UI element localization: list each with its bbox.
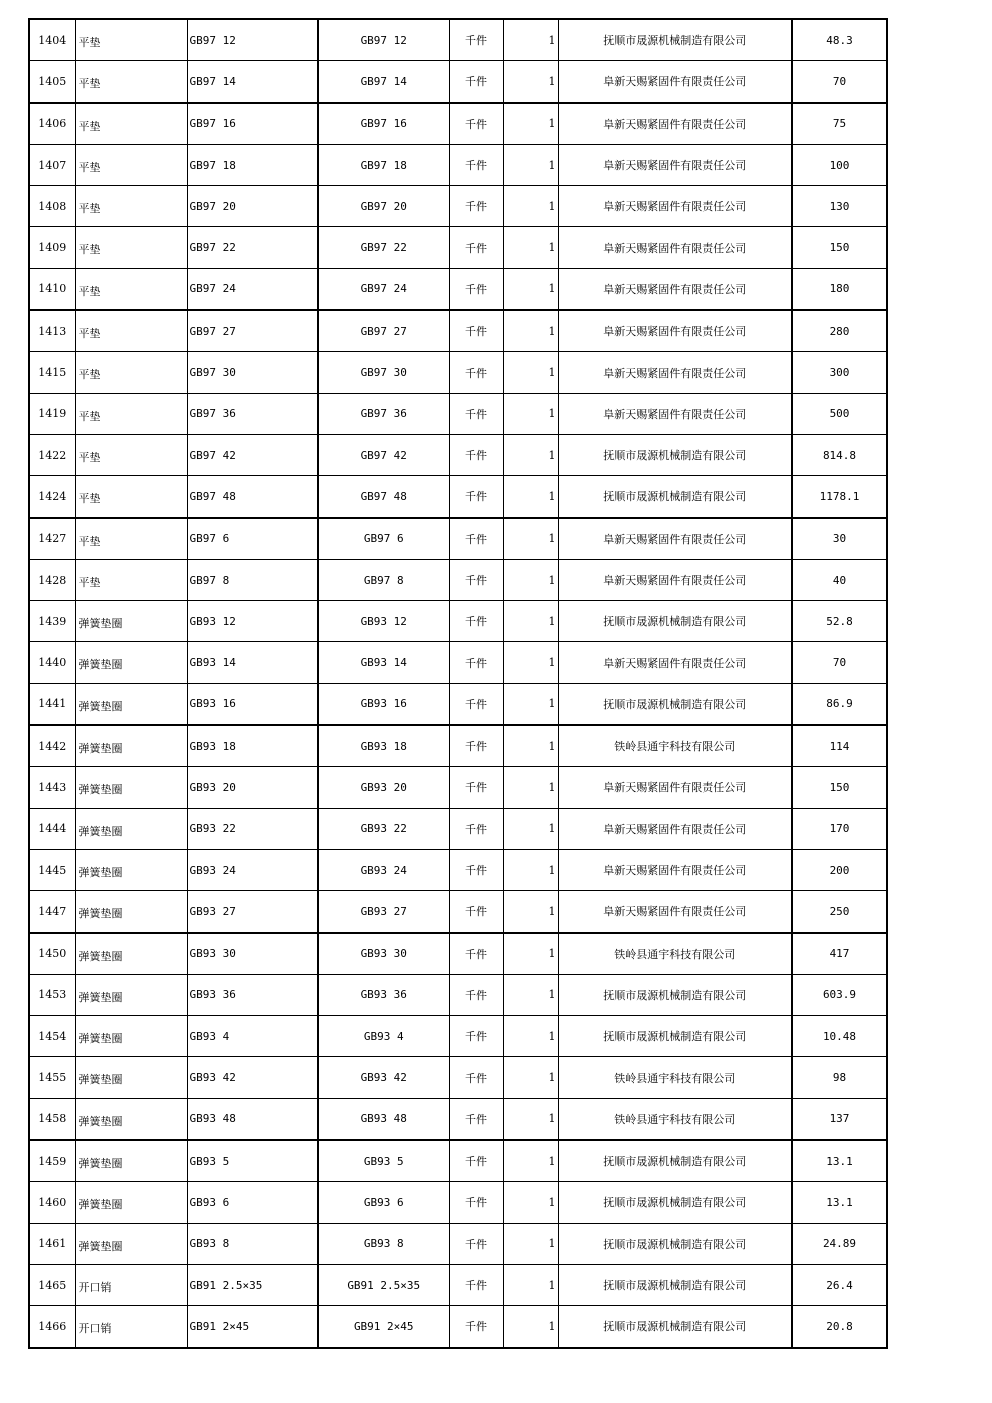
supplier-cell: 抚顺市晟源机械制造有限公司 <box>558 1182 792 1223</box>
quantity-cell: 1 <box>503 849 558 890</box>
table-row <box>29 1140 887 1182</box>
unit-cell: 千件 <box>449 144 503 185</box>
model-cell: GB93 12 <box>318 601 449 642</box>
spec-cell: GB93 18 <box>187 725 318 767</box>
supplier-cell: 抚顺市晟源机械制造有限公司 <box>558 1264 792 1305</box>
price-cell: 300 <box>792 352 887 393</box>
table-row <box>29 974 887 1015</box>
model-cell: GB97 16 <box>318 103 449 145</box>
unit-cell: 千件 <box>449 974 503 1015</box>
table-row <box>29 476 887 518</box>
supplier-cell: 抚顺市晟源机械制造有限公司 <box>558 1140 792 1182</box>
row-id-cell: 1410 <box>29 268 75 310</box>
spec-cell: GB97 14 <box>187 61 318 103</box>
row-id-cell: 1441 <box>29 683 75 725</box>
item-name-cell: 平垫 <box>75 227 187 268</box>
supplier-cell: 阜新天赐紧固件有限责任公司 <box>558 891 792 933</box>
table-row <box>29 144 887 185</box>
model-cell: GB97 14 <box>318 61 449 103</box>
quantity-cell: 1 <box>503 891 558 933</box>
quantity-cell: 1 <box>503 725 558 767</box>
table-row <box>29 1306 887 1348</box>
row-id-cell: 1419 <box>29 393 75 434</box>
spec-cell: GB91 2.5×35 <box>187 1264 318 1305</box>
supplier-cell: 阜新天赐紧固件有限责任公司 <box>558 642 792 683</box>
spec-cell: GB93 42 <box>187 1057 318 1098</box>
table-row <box>29 310 887 352</box>
quantity-cell: 1 <box>503 1223 558 1264</box>
unit-cell: 千件 <box>449 1016 503 1057</box>
table-row <box>29 725 887 767</box>
quantity-cell: 1 <box>503 103 558 145</box>
item-name-cell: 弹簧垫圈 <box>75 1057 187 1098</box>
table-row <box>29 1223 887 1264</box>
price-cell: 26.4 <box>792 1264 887 1305</box>
quantity-cell: 1 <box>503 767 558 808</box>
unit-cell: 千件 <box>449 310 503 352</box>
unit-cell: 千件 <box>449 1264 503 1305</box>
item-name-cell: 弹簧垫圈 <box>75 849 187 890</box>
item-name-cell: 弹簧垫圈 <box>75 642 187 683</box>
row-id-cell: 1427 <box>29 518 75 560</box>
row-id-cell: 1409 <box>29 227 75 268</box>
price-cell: 180 <box>792 268 887 310</box>
spec-cell: GB97 27 <box>187 310 318 352</box>
price-cell: 1178.1 <box>792 476 887 518</box>
price-cell: 114 <box>792 725 887 767</box>
model-cell: GB97 48 <box>318 476 449 518</box>
unit-cell: 千件 <box>449 767 503 808</box>
price-cell: 150 <box>792 767 887 808</box>
model-cell: GB93 5 <box>318 1140 449 1182</box>
supplier-cell: 阜新天赐紧固件有限责任公司 <box>558 268 792 310</box>
table-row <box>29 434 887 475</box>
item-name-cell: 平垫 <box>75 559 187 600</box>
spec-cell: GB93 5 <box>187 1140 318 1182</box>
model-cell: GB91 2.5×35 <box>318 1264 449 1305</box>
price-cell: 603.9 <box>792 974 887 1015</box>
model-cell: GB93 6 <box>318 1182 449 1223</box>
row-id-cell: 1443 <box>29 767 75 808</box>
table-row <box>29 642 887 683</box>
item-name-cell: 平垫 <box>75 186 187 227</box>
quantity-cell: 1 <box>503 393 558 434</box>
item-name-cell: 弹簧垫圈 <box>75 1098 187 1140</box>
unit-cell: 千件 <box>449 642 503 683</box>
table-row <box>29 186 887 227</box>
price-cell: 20.8 <box>792 1306 887 1348</box>
supplier-cell: 阜新天赐紧固件有限责任公司 <box>558 559 792 600</box>
supplier-cell: 抚顺市晟源机械制造有限公司 <box>558 1223 792 1264</box>
price-cell: 250 <box>792 891 887 933</box>
row-id-cell: 1439 <box>29 601 75 642</box>
quantity-cell: 1 <box>503 61 558 103</box>
table-row <box>29 61 887 103</box>
spec-cell: GB97 18 <box>187 144 318 185</box>
unit-cell: 千件 <box>449 1057 503 1098</box>
supplier-cell: 抚顺市晟源机械制造有限公司 <box>558 683 792 725</box>
item-name-cell: 平垫 <box>75 352 187 393</box>
supplier-cell: 铁岭县通宇科技有限公司 <box>558 1057 792 1098</box>
supplier-cell: 阜新天赐紧固件有限责任公司 <box>558 352 792 393</box>
model-cell: GB97 20 <box>318 186 449 227</box>
row-id-cell: 1466 <box>29 1306 75 1348</box>
spec-cell: GB93 6 <box>187 1182 318 1223</box>
item-name-cell: 开口销 <box>75 1264 187 1305</box>
quantity-cell: 1 <box>503 1264 558 1305</box>
price-cell: 814.8 <box>792 434 887 475</box>
quantity-cell: 1 <box>503 518 558 560</box>
price-cell: 13.1 <box>792 1182 887 1223</box>
spec-cell: GB93 36 <box>187 974 318 1015</box>
quantity-cell: 1 <box>503 19 558 61</box>
supplier-cell: 阜新天赐紧固件有限责任公司 <box>558 144 792 185</box>
row-id-cell: 1422 <box>29 434 75 475</box>
item-name-cell: 平垫 <box>75 476 187 518</box>
unit-cell: 千件 <box>449 1223 503 1264</box>
table-row <box>29 19 887 61</box>
unit-cell: 千件 <box>449 891 503 933</box>
table-row <box>29 352 887 393</box>
row-id-cell: 1440 <box>29 642 75 683</box>
price-cell: 70 <box>792 61 887 103</box>
model-cell: GB97 42 <box>318 434 449 475</box>
row-id-cell: 1458 <box>29 1098 75 1140</box>
price-cell: 170 <box>792 808 887 849</box>
unit-cell: 千件 <box>449 434 503 475</box>
table-row <box>29 268 887 310</box>
supplier-cell: 铁岭县通宇科技有限公司 <box>558 1098 792 1140</box>
spec-cell: GB93 12 <box>187 601 318 642</box>
unit-cell: 千件 <box>449 1098 503 1140</box>
table-row <box>29 518 887 560</box>
spec-cell: GB97 42 <box>187 434 318 475</box>
model-cell: GB93 14 <box>318 642 449 683</box>
supplier-cell: 抚顺市晟源机械制造有限公司 <box>558 601 792 642</box>
model-cell: GB97 30 <box>318 352 449 393</box>
item-name-cell: 平垫 <box>75 103 187 145</box>
row-id-cell: 1406 <box>29 103 75 145</box>
price-cell: 10.48 <box>792 1016 887 1057</box>
quantity-cell: 1 <box>503 1140 558 1182</box>
quantity-cell: 1 <box>503 144 558 185</box>
quantity-cell: 1 <box>503 642 558 683</box>
row-id-cell: 1455 <box>29 1057 75 1098</box>
model-cell: GB93 16 <box>318 683 449 725</box>
item-name-cell: 弹簧垫圈 <box>75 974 187 1015</box>
supplier-cell: 抚顺市晟源机械制造有限公司 <box>558 434 792 475</box>
table-row <box>29 559 887 600</box>
supplier-cell: 阜新天赐紧固件有限责任公司 <box>558 186 792 227</box>
price-cell: 130 <box>792 186 887 227</box>
price-cell: 30 <box>792 518 887 560</box>
spec-cell: GB93 30 <box>187 933 318 975</box>
row-id-cell: 1407 <box>29 144 75 185</box>
unit-cell: 千件 <box>449 268 503 310</box>
price-cell: 280 <box>792 310 887 352</box>
item-name-cell: 弹簧垫圈 <box>75 683 187 725</box>
model-cell: GB97 27 <box>318 310 449 352</box>
quantity-cell: 1 <box>503 601 558 642</box>
unit-cell: 千件 <box>449 849 503 890</box>
row-id-cell: 1413 <box>29 310 75 352</box>
item-name-cell: 弹簧垫圈 <box>75 1182 187 1223</box>
row-id-cell: 1454 <box>29 1016 75 1057</box>
spec-cell: GB97 8 <box>187 559 318 600</box>
model-cell: GB97 24 <box>318 268 449 310</box>
model-cell: GB97 18 <box>318 144 449 185</box>
price-cell: 417 <box>792 933 887 975</box>
unit-cell: 千件 <box>449 61 503 103</box>
item-name-cell: 弹簧垫圈 <box>75 933 187 975</box>
item-name-cell: 平垫 <box>75 268 187 310</box>
price-cell: 98 <box>792 1057 887 1098</box>
item-name-cell: 平垫 <box>75 144 187 185</box>
quantity-cell: 1 <box>503 476 558 518</box>
supplier-cell: 抚顺市晟源机械制造有限公司 <box>558 1306 792 1348</box>
supplier-cell: 阜新天赐紧固件有限责任公司 <box>558 393 792 434</box>
row-id-cell: 1408 <box>29 186 75 227</box>
model-cell: GB93 42 <box>318 1057 449 1098</box>
item-name-cell: 弹簧垫圈 <box>75 808 187 849</box>
supplier-cell: 阜新天赐紧固件有限责任公司 <box>558 227 792 268</box>
unit-cell: 千件 <box>449 1306 503 1348</box>
table-row <box>29 891 887 933</box>
price-cell: 200 <box>792 849 887 890</box>
row-id-cell: 1428 <box>29 559 75 600</box>
unit-cell: 千件 <box>449 186 503 227</box>
item-name-cell: 弹簧垫圈 <box>75 1016 187 1057</box>
unit-cell: 千件 <box>449 476 503 518</box>
unit-cell: 千件 <box>449 1140 503 1182</box>
spec-cell: GB91 2×45 <box>187 1306 318 1348</box>
row-id-cell: 1459 <box>29 1140 75 1182</box>
unit-cell: 千件 <box>449 393 503 434</box>
price-cell: 137 <box>792 1098 887 1140</box>
supplier-cell: 抚顺市晟源机械制造有限公司 <box>558 19 792 61</box>
price-cell: 24.89 <box>792 1223 887 1264</box>
price-cell: 86.9 <box>792 683 887 725</box>
row-id-cell: 1460 <box>29 1182 75 1223</box>
model-cell: GB93 27 <box>318 891 449 933</box>
spec-cell: GB97 16 <box>187 103 318 145</box>
table-row <box>29 767 887 808</box>
quantity-cell: 1 <box>503 434 558 475</box>
spec-cell: GB93 4 <box>187 1016 318 1057</box>
spec-cell: GB97 20 <box>187 186 318 227</box>
spec-cell: GB93 8 <box>187 1223 318 1264</box>
supplier-cell: 铁岭县通宇科技有限公司 <box>558 725 792 767</box>
row-id-cell: 1404 <box>29 19 75 61</box>
price-cell: 500 <box>792 393 887 434</box>
supplier-cell: 阜新天赐紧固件有限责任公司 <box>558 849 792 890</box>
row-id-cell: 1415 <box>29 352 75 393</box>
supplier-cell: 铁岭县通宇科技有限公司 <box>558 933 792 975</box>
quantity-cell: 1 <box>503 683 558 725</box>
supplier-cell: 阜新天赐紧固件有限责任公司 <box>558 767 792 808</box>
supplier-cell: 抚顺市晟源机械制造有限公司 <box>558 974 792 1015</box>
model-cell: GB93 20 <box>318 767 449 808</box>
spec-cell: GB97 24 <box>187 268 318 310</box>
table-row <box>29 849 887 890</box>
table-row <box>29 227 887 268</box>
table-row <box>29 1057 887 1098</box>
item-name-cell: 弹簧垫圈 <box>75 601 187 642</box>
model-cell: GB93 8 <box>318 1223 449 1264</box>
spec-cell: GB93 24 <box>187 849 318 890</box>
unit-cell: 千件 <box>449 559 503 600</box>
unit-cell: 千件 <box>449 725 503 767</box>
item-name-cell: 平垫 <box>75 393 187 434</box>
item-name-cell: 开口销 <box>75 1306 187 1348</box>
quantity-cell: 1 <box>503 310 558 352</box>
model-cell: GB93 18 <box>318 725 449 767</box>
quantity-cell: 1 <box>503 352 558 393</box>
quantity-cell: 1 <box>503 1016 558 1057</box>
quantity-cell: 1 <box>503 268 558 310</box>
model-cell: GB93 4 <box>318 1016 449 1057</box>
supplier-cell: 阜新天赐紧固件有限责任公司 <box>558 808 792 849</box>
item-name-cell: 弹簧垫圈 <box>75 891 187 933</box>
price-cell: 100 <box>792 144 887 185</box>
table-body <box>29 19 887 1348</box>
item-name-cell: 弹簧垫圈 <box>75 1140 187 1182</box>
model-cell: GB97 36 <box>318 393 449 434</box>
table-row <box>29 393 887 434</box>
price-cell: 150 <box>792 227 887 268</box>
model-cell: GB93 24 <box>318 849 449 890</box>
item-name-cell: 平垫 <box>75 61 187 103</box>
unit-cell: 千件 <box>449 19 503 61</box>
supplier-cell: 阜新天赐紧固件有限责任公司 <box>558 310 792 352</box>
item-name-cell: 弹簧垫圈 <box>75 767 187 808</box>
quantity-cell: 1 <box>503 1098 558 1140</box>
unit-cell: 千件 <box>449 227 503 268</box>
spec-cell: GB93 20 <box>187 767 318 808</box>
table-row <box>29 1182 887 1223</box>
item-name-cell: 平垫 <box>75 518 187 560</box>
price-cell: 13.1 <box>792 1140 887 1182</box>
unit-cell: 千件 <box>449 933 503 975</box>
spec-cell: GB93 27 <box>187 891 318 933</box>
price-cell: 75 <box>792 103 887 145</box>
table-row <box>29 808 887 849</box>
row-id-cell: 1442 <box>29 725 75 767</box>
model-cell: GB93 48 <box>318 1098 449 1140</box>
quantity-cell: 1 <box>503 186 558 227</box>
table-row <box>29 683 887 725</box>
price-cell: 48.3 <box>792 19 887 61</box>
table-row <box>29 1098 887 1140</box>
supplier-cell: 阜新天赐紧固件有限责任公司 <box>558 103 792 145</box>
item-name-cell: 弹簧垫圈 <box>75 1223 187 1264</box>
row-id-cell: 1447 <box>29 891 75 933</box>
model-cell: GB91 2×45 <box>318 1306 449 1348</box>
unit-cell: 千件 <box>449 352 503 393</box>
unit-cell: 千件 <box>449 808 503 849</box>
spec-cell: GB97 36 <box>187 393 318 434</box>
spec-cell: GB93 22 <box>187 808 318 849</box>
model-cell: GB93 36 <box>318 974 449 1015</box>
row-id-cell: 1465 <box>29 1264 75 1305</box>
quantity-cell: 1 <box>503 227 558 268</box>
model-cell: GB97 8 <box>318 559 449 600</box>
spec-cell: GB97 6 <box>187 518 318 560</box>
item-name-cell: 平垫 <box>75 434 187 475</box>
quantity-cell: 1 <box>503 1182 558 1223</box>
table-row <box>29 933 887 975</box>
unit-cell: 千件 <box>449 683 503 725</box>
spec-cell: GB97 22 <box>187 227 318 268</box>
model-cell: GB93 22 <box>318 808 449 849</box>
model-cell: GB93 30 <box>318 933 449 975</box>
quantity-cell: 1 <box>503 559 558 600</box>
quantity-cell: 1 <box>503 974 558 1015</box>
row-id-cell: 1444 <box>29 808 75 849</box>
price-cell: 70 <box>792 642 887 683</box>
model-cell: GB97 22 <box>318 227 449 268</box>
quantity-cell: 1 <box>503 1306 558 1348</box>
item-name-cell: 平垫 <box>75 310 187 352</box>
unit-cell: 千件 <box>449 103 503 145</box>
price-cell: 40 <box>792 559 887 600</box>
spec-cell: GB93 14 <box>187 642 318 683</box>
spec-cell: GB97 48 <box>187 476 318 518</box>
price-table <box>28 18 888 1349</box>
table-row <box>29 1264 887 1305</box>
supplier-cell: 抚顺市晟源机械制造有限公司 <box>558 476 792 518</box>
spec-cell: GB93 48 <box>187 1098 318 1140</box>
quantity-cell: 1 <box>503 933 558 975</box>
spec-cell: GB97 12 <box>187 19 318 61</box>
row-id-cell: 1424 <box>29 476 75 518</box>
unit-cell: 千件 <box>449 518 503 560</box>
price-cell: 52.8 <box>792 601 887 642</box>
spec-cell: GB97 30 <box>187 352 318 393</box>
supplier-cell: 阜新天赐紧固件有限责任公司 <box>558 61 792 103</box>
supplier-cell: 阜新天赐紧固件有限责任公司 <box>558 518 792 560</box>
item-name-cell: 弹簧垫圈 <box>75 725 187 767</box>
row-id-cell: 1405 <box>29 61 75 103</box>
row-id-cell: 1453 <box>29 974 75 1015</box>
row-id-cell: 1461 <box>29 1223 75 1264</box>
table-row <box>29 601 887 642</box>
model-cell: GB97 6 <box>318 518 449 560</box>
item-name-cell: 平垫 <box>75 19 187 61</box>
row-id-cell: 1445 <box>29 849 75 890</box>
quantity-cell: 1 <box>503 808 558 849</box>
table-row <box>29 103 887 145</box>
table-row <box>29 1016 887 1057</box>
quantity-cell: 1 <box>503 1057 558 1098</box>
model-cell: GB97 12 <box>318 19 449 61</box>
spec-cell: GB93 16 <box>187 683 318 725</box>
unit-cell: 千件 <box>449 601 503 642</box>
supplier-cell: 抚顺市晟源机械制造有限公司 <box>558 1016 792 1057</box>
unit-cell: 千件 <box>449 1182 503 1223</box>
row-id-cell: 1450 <box>29 933 75 975</box>
